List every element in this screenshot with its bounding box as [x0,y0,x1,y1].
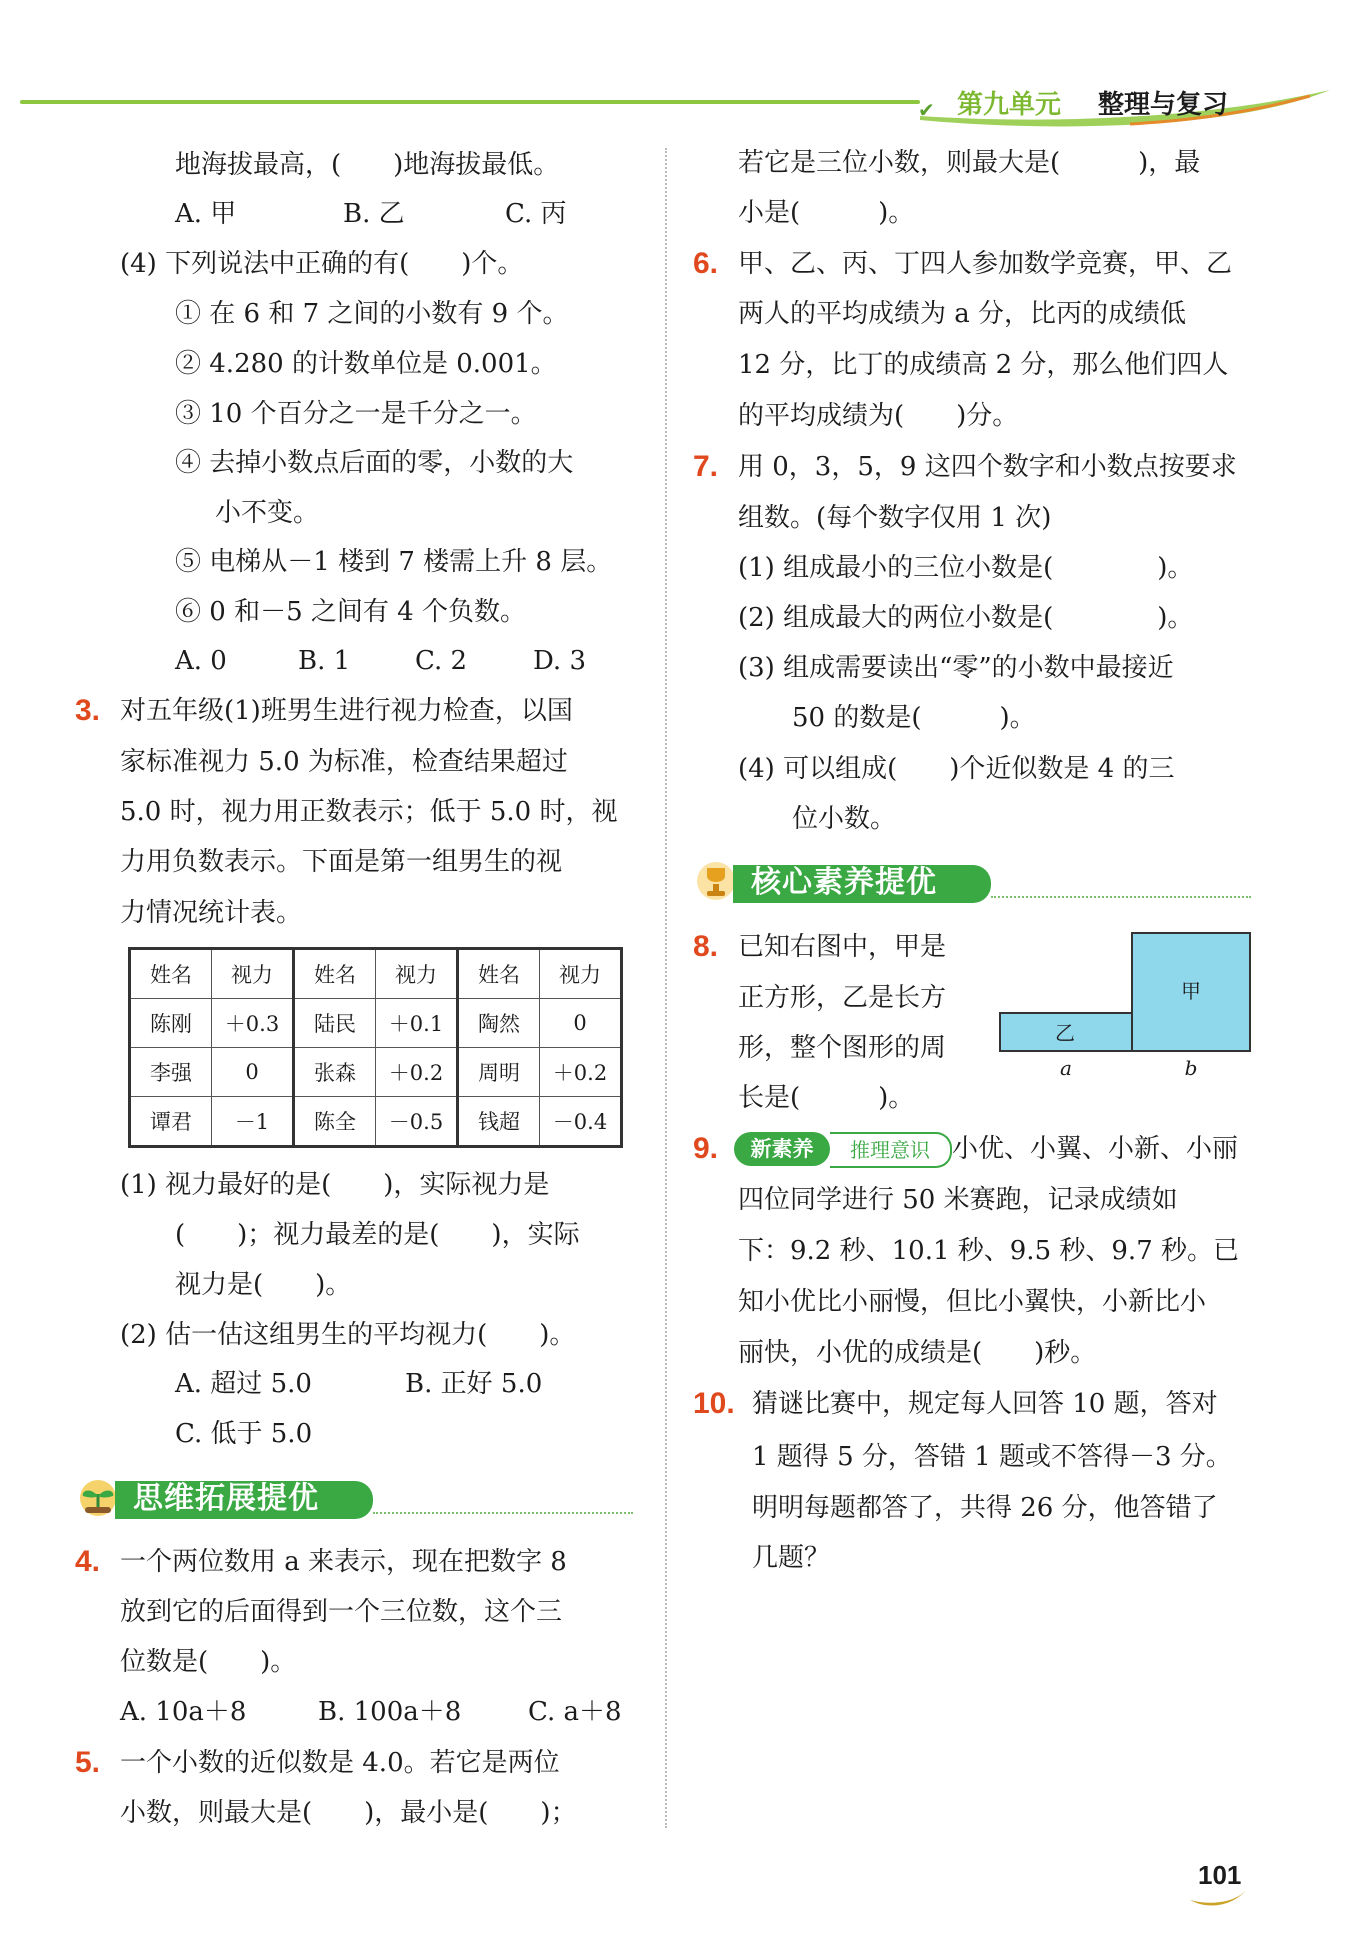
table-cell: 张森 [294,1048,376,1097]
table-cell: －0.4 [540,1097,622,1147]
q7-sub4-line-1: (4) 可以组成( )个近似数是 4 的三 [738,754,1175,784]
table-row [130,1097,622,1147]
q7-sub4-line-2: 位小数。 [792,804,897,834]
q9-line-4: 知小优比小丽慢，但比小翼快，小新比小 [738,1287,1207,1317]
q7-sub3-line-2: 50 的数是( )。 [792,703,1036,733]
q3-sub1-line-3: 视力是( )。 [175,1270,352,1300]
q3-line-3: 5.0 时，视力用正数表示；低于 5.0 时，视 [120,797,618,827]
section-banner-core [693,862,1253,904]
table-cell: 陶然 [458,999,540,1048]
q9-line-1: 小优、小翼、小新、小丽 [952,1134,1239,1164]
label-yi: 乙 [1055,1021,1075,1045]
table-cell: 陈全 [294,1097,376,1147]
q10-line-3: 明明每题都答了，共得 26 分，他答错了 [752,1493,1218,1523]
q2-3-option-a: A. 甲 [175,199,237,229]
q2-4-statement-4: ④ 去掉小数点后面的零，小数的大 [175,448,574,478]
q2-4-statement-4-cont: 小不变。 [215,498,320,528]
q6-line-3: 12 分，比丁的成绩高 2 分，那么他们四人 [738,350,1229,380]
leaf-check-icon: ✔ [918,98,935,122]
q10-line-2: 1 题得 5 分，答错 1 题或不答得－3 分。 [752,1442,1232,1472]
table-cell: ＋0.1 [376,999,458,1048]
table-cell: 0 [212,1048,294,1097]
q8-line-1: 已知右图中，甲是 [738,932,947,962]
q5-continued-line-2: 小是( )。 [738,198,915,228]
question-number-3: 3. [75,694,101,727]
table-cell: 李强 [130,1048,212,1097]
q6-line-2: 两人的平均成绩为 a 分，比丙的成绩低 [738,299,1187,329]
table-header-row [130,949,622,999]
q6-line-4: 的平均成绩为( )分。 [738,401,1019,431]
q4-option-b: B. 100a＋8 [318,1697,462,1727]
section-title-core: 核心素养提优 [751,865,937,900]
table-cell: 谭君 [130,1097,212,1147]
q8-line-4: 长是( )。 [738,1083,915,1113]
label-jia: 甲 [1181,979,1201,1003]
table-header-cell: 姓名 [458,949,540,999]
table-header-cell: 姓名 [294,949,376,999]
table-row [130,999,622,1048]
q8-line-2: 正方形，乙是长方 [738,983,947,1013]
label-a: a [1060,1056,1072,1080]
table-row [130,1048,622,1097]
q4-line-1: 一个两位数用 a 来表示，现在把数字 8 [120,1547,567,1577]
q8-line-3: 形，整个图形的周 [738,1033,947,1063]
table-header-cell: 视力 [212,949,294,999]
q3-line-5: 力情况统计表。 [120,898,303,928]
table-cell: 钱超 [458,1097,540,1147]
table-cell: －1 [212,1097,294,1147]
q3-sub2-option-b: B. 正好 5.0 [405,1369,543,1399]
q2-4-stem: (4) 下列说法中正确的有( )个。 [120,249,524,279]
q2-3-option-c: C. 丙 [505,199,567,229]
table-cell: －0.5 [376,1097,458,1147]
q2-4-statement-1: ① 在 6 和 7 之间的小数有 9 个。 [175,299,569,329]
unit-title: 第九单元 [957,90,1062,120]
q9-line-3: 下：9.2 秒、10.1 秒、9.5 秒、9.7 秒。已 [738,1236,1239,1266]
q2-4-statement-6: ⑥ 0 和－5 之间有 4 个负数。 [175,597,526,627]
q2-continued-line: 地海拔最高，( )地海拔最低。 [175,150,560,180]
question-number-9: 9. [693,1132,719,1165]
question-number-8: 8. [693,930,719,963]
square-rectangle-figure [995,928,1255,1088]
q7-sub3-line-1: (3) 组成需要读出“零”的小数中最接近 [738,653,1174,683]
new-literacy-tag: 新素养 [734,1132,830,1166]
table-cell: 周明 [458,1048,540,1097]
table-cell: ＋0.2 [540,1048,622,1097]
header-rule [20,100,920,104]
question-number-10: 10. [693,1387,735,1420]
q2-4-statement-5: ⑤ 电梯从－1 楼到 7 楼需上升 8 层。 [175,547,613,577]
question-number-6: 6. [693,247,719,280]
q5-continued-line-1: 若它是三位小数，则最大是( )，最 [738,148,1201,178]
q3-sub2-option-c: C. 低于 5.0 [175,1419,313,1449]
q7-sub2: (2) 组成最大的两位小数是( )。 [738,603,1194,633]
q4-line-3: 位数是( )。 [120,1647,297,1677]
table-cell: 0 [540,999,622,1048]
q3-line-4: 力用负数表示。下面是第一组男生的视 [120,847,563,877]
section-title-thinking: 思维拓展提优 [133,1481,319,1516]
reasoning-tag: 推理意识 [830,1132,952,1168]
q2-4-option-d: D. 3 [533,646,586,676]
q6-line-1: 甲、乙、丙、丁四人参加数学竞赛，甲、乙 [738,249,1233,279]
table-cell: 陈刚 [130,999,212,1048]
q10-line-4: 几题？ [752,1543,831,1573]
table-header-cell: 视力 [540,949,622,999]
table-cell: 陆民 [294,999,376,1048]
q4-option-c: C. a＋8 [528,1697,622,1727]
table-cell: ＋0.3 [212,999,294,1048]
q2-3-option-b: B. 乙 [343,199,405,229]
question-number-4: 4. [75,1545,101,1578]
q9-line-5: 丽快，小优的成绩是( )秒。 [738,1338,1097,1368]
label-b: b [1184,1056,1198,1080]
vision-table [128,947,623,1148]
q2-4-option-c: C. 2 [415,646,468,676]
q3-line-1: 对五年级(1)班男生进行视力检查，以国 [120,696,573,726]
q2-4-statement-3: ③ 10 个百分之一是千分之一。 [175,399,537,429]
q4-line-2: 放到它的后面得到一个三位数，这个三 [120,1597,563,1627]
q2-4-statement-2: ② 4.280 的计数单位是 0.001。 [175,349,557,379]
column-divider [665,148,667,1828]
q7-line-1: 用 0，3，5，9 这四个数字和小数点按要求 [738,452,1237,482]
q10-line-1: 猜谜比赛中，规定每人回答 10 题，答对 [752,1389,1218,1419]
table-header-cell: 视力 [376,949,458,999]
q3-sub2-option-a: A. 超过 5.0 [175,1369,312,1399]
table-header-cell: 姓名 [130,949,212,999]
q2-4-option-b: B. 1 [298,646,351,676]
section-banner-thinking [75,1478,635,1520]
q3-sub1-line-1: (1) 视力最好的是( )，实际视力是 [120,1170,550,1200]
q7-line-2: 组数。(每个数字仅用 1 次) [738,503,1052,533]
question-number-5: 5. [75,1746,101,1779]
table-cell: ＋0.2 [376,1048,458,1097]
q5-line-2: 小数，则最大是( )，最小是( )； [120,1798,577,1828]
q7-sub1: (1) 组成最小的三位小数是( )。 [738,553,1194,583]
q9-line-2: 四位同学进行 50 米赛跑，记录成绩如 [738,1185,1178,1215]
unit-subtitle: 整理与复习 [1098,90,1229,120]
q4-option-a: A. 10a＋8 [120,1697,247,1727]
page-number: 101 [1198,1860,1242,1890]
q3-sub1-line-2: ( )；视力最差的是( )，实际 [175,1220,580,1250]
q3-sub2-stem: (2) 估一估这组男生的平均视力( )。 [120,1320,576,1350]
q2-4-option-a: A. 0 [175,646,227,676]
q5-line-1: 一个小数的近似数是 4.0。若它是两位 [120,1748,560,1778]
question-number-7: 7. [693,450,719,483]
q3-line-2: 家标准视力 5.0 为标准，检查结果超过 [120,747,568,777]
